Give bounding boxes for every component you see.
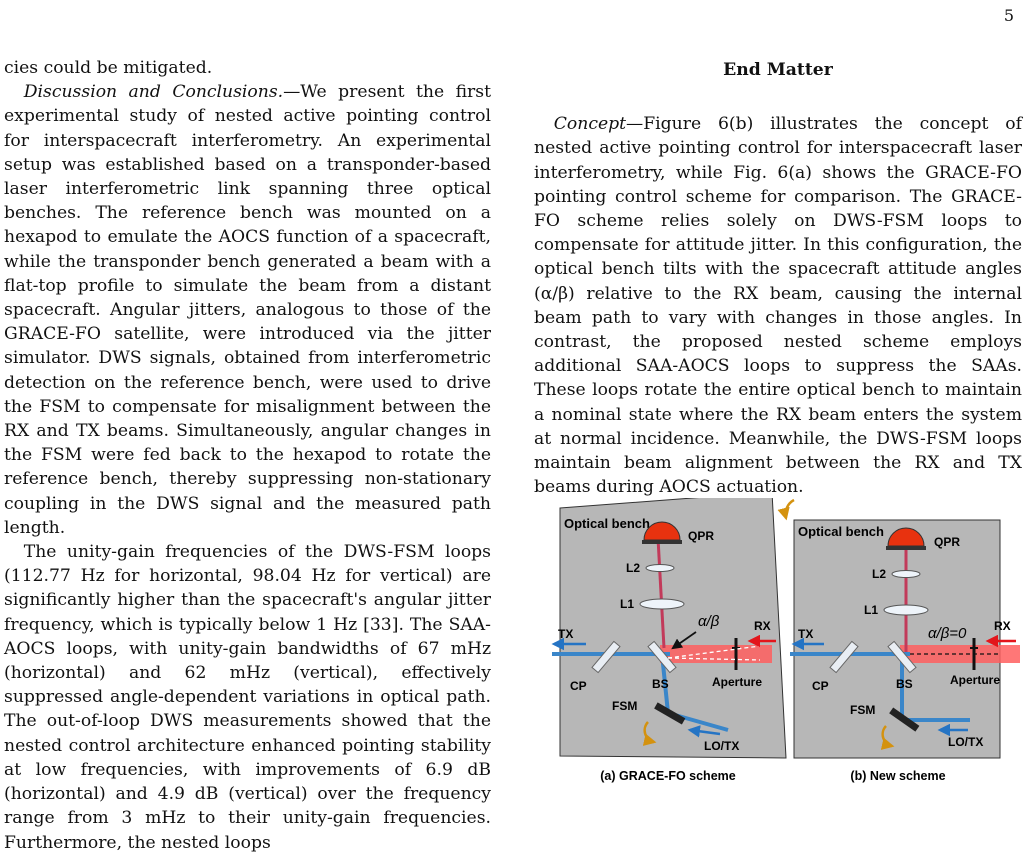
panel-a	[552, 498, 786, 783]
panel-b-caption: (b) New scheme	[850, 769, 946, 783]
l1-label-a: L1	[620, 597, 635, 611]
figure-6-svg	[550, 498, 1020, 788]
optical-bench-label-b: Optical bench	[798, 524, 884, 539]
l2-label-a: L2	[626, 561, 641, 575]
qpr-label-b: QPR	[934, 535, 961, 549]
paragraph: The unity-gain frequencies of the DWS-FSM loops (112.77 Hz for horizontal, 98.04 Hz for vertical) are significantly higher than the spacecraft's angular jitter frequency, which is typically below 1 Hz [33]. The SAA-AOCS loops, with unity-gain bandwidths of 67 mHz (horizontal) and 62 mHz (vertical), effectively suppressed angle-dependent variations in optical path. The out-of-loop DWS measurements showed that the nested control architecture enhanced pointing stability at low frequencies, with improvements of 6.9 dB (horizontal) and 4.9 dB (vertical) over the frequency range from 3 mHz to their unity-gain frequencies. Furthermore, the nested loops	[4, 542, 491, 853]
discussion-text: —We present the first experimental study of nested active pointing control for interspacecraft interferometry. An experimental setup was established based on a transponder-based laser interferometric link spanning three optical benches. The reference bench was mounted on a hexapod to emulate the AOCS function of a spacecraft, while the transponder bench generated a beam with a flat-top profile to simulate the beam from a distant spacecraft. Angular jitters, analogous to those of the GRACE-FO satellite, were introduced via the jitter simulator. DWS signals, obtained from interferometric detection on the reference bench, were used to drive the FSM to compensate for misalignment between the RX and TX beams. Simultaneously, angular changes in the FSM were fed back to the hexapod to rotate the reference bench, thereby suppressing non-stationary coupling in the DWS signal and the measured path length.	[4, 82, 491, 538]
qpr-label-a: QPR	[688, 529, 715, 543]
qpr-base-a	[642, 540, 682, 544]
bench-rotation-arrow-b	[786, 500, 794, 518]
fsm-label-b: FSM	[850, 703, 876, 717]
optical-bench-b	[794, 520, 1000, 758]
lens-l1-b	[884, 605, 928, 615]
lotx-label-a: LO/TX	[704, 739, 740, 753]
optical-bench-label-a: Optical bench	[564, 516, 650, 531]
concept-text: —Figure 6(b) illustrates the concept of nested active pointing control for interspacecraft laser interferometry, while Fig. 6(a) shows the GRACE-FO pointing control scheme for comparison. The GRACE-FO scheme relies solely on DWS-FSM loops to compensate for attitude jitter. In this configuration, the optical bench tilts with the spacecraft attitude angles (α/β) relative to the RX beam, causing the internal beam path to vary with changes in those angles. In contrast, the proposed nested scheme employs additional SAA-AOCS loops to suppress the SAAs. These loops rotate the entire optical bench to maintain a nominal state where the RX beam enters the system at normal incidence. Meanwhile, the DWS-FSM loops maintain beam alignment between the RX and TX beams during AOCS actuation.	[534, 114, 1022, 498]
paragraph-concept	[534, 112, 1022, 499]
lens-l2-b	[892, 571, 920, 578]
lotx-label-b: LO/TX	[948, 735, 984, 749]
angle-label-a: α/β	[698, 613, 720, 630]
tx-label-a: TX	[558, 627, 574, 641]
cp-label-b: CP	[812, 679, 829, 693]
rx-label-b: RX	[994, 619, 1011, 633]
rx-label-a: RX	[754, 619, 771, 633]
cp-label-a: CP	[570, 679, 587, 693]
paragraph-discussion	[4, 80, 491, 540]
qpr-base-b	[886, 546, 926, 550]
lens-l1-a	[640, 599, 684, 609]
page-number: 5	[1003, 6, 1014, 25]
l2-label-b: L2	[872, 567, 887, 581]
bs-label-b: BS	[896, 677, 913, 691]
panel-b	[786, 500, 1020, 783]
right-column	[534, 56, 1022, 499]
discussion-heading: Discussion and Conclusions.	[23, 82, 284, 103]
tx-label-b: TX	[798, 627, 814, 641]
angle-label-b: α/β=0	[928, 625, 967, 642]
fsm-label-a: FSM	[612, 699, 638, 713]
paragraph: cies could be mitigated.	[4, 58, 213, 78]
concept-heading: Concept	[553, 114, 627, 135]
figure-6	[550, 498, 1020, 788]
aperture-label-b: Aperture	[950, 673, 1001, 687]
aperture-label-a: Aperture	[712, 675, 763, 689]
panel-a-caption: (a) GRACE-FO scheme	[600, 769, 736, 783]
l1-label-b: L1	[864, 603, 879, 617]
lens-l2-a	[646, 565, 674, 572]
bs-label-a: BS	[652, 677, 669, 691]
left-column	[4, 56, 491, 855]
end-matter-heading: End Matter	[723, 60, 833, 80]
